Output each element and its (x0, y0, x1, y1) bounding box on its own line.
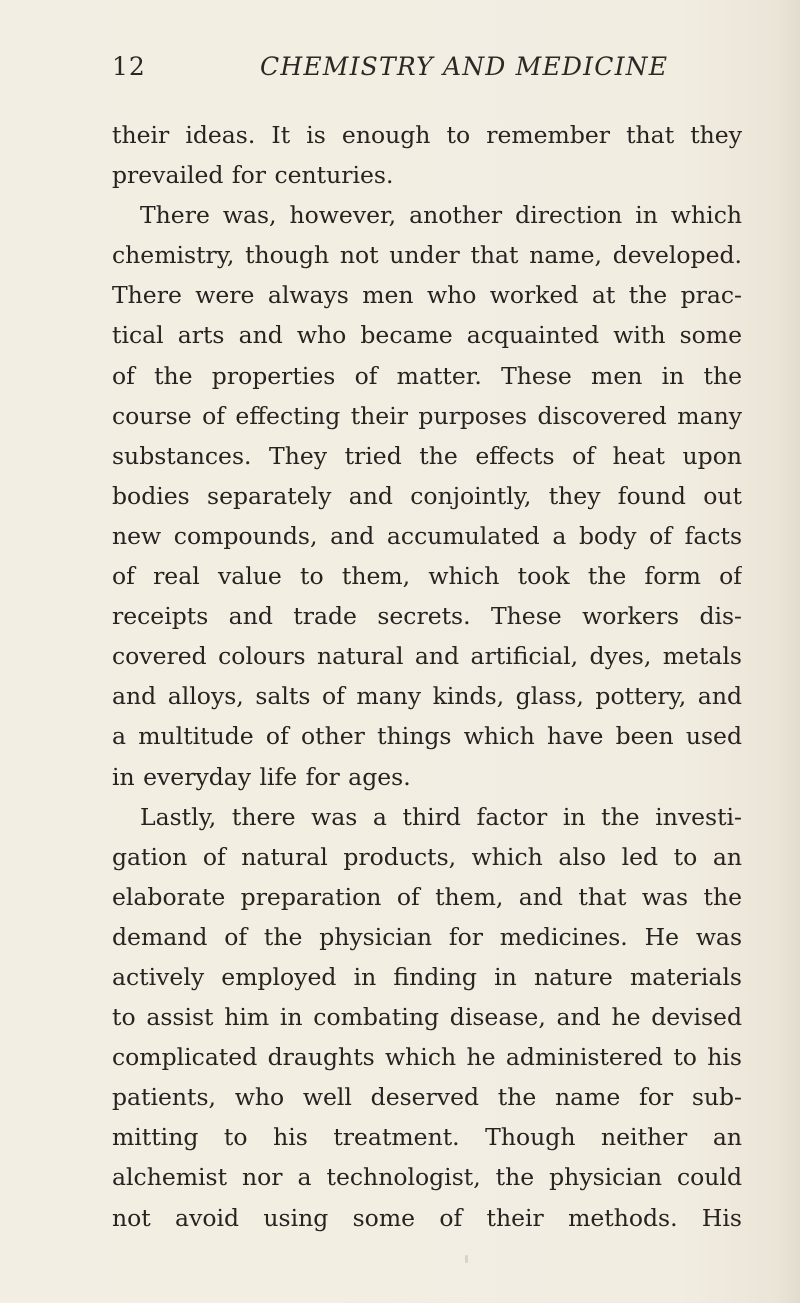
text-line: covered colours natural and artificial, dyes, metals (112, 642, 742, 671)
text-line: in everyday life for ages. (112, 762, 411, 791)
text-line: chemistry, though not under that name, developed. (112, 241, 742, 270)
text-line: and alloys, salts of many kinds, glass, pottery, and (112, 682, 742, 711)
text-line: tical arts and who became acquainted with some (112, 321, 742, 350)
text-line: elaborate preparation of them, and that was the (112, 882, 742, 911)
page-number: 12 (112, 52, 146, 81)
text-line: a multitude of other things which have been used (112, 722, 742, 751)
running-title: CHEMISTRY AND MEDICINE (260, 52, 669, 81)
text-line: not avoid using some of their methods. His (112, 1203, 742, 1232)
text-line: course of effecting their purposes discovered many (112, 401, 742, 430)
text-line: complicated draughts which he administered to his (112, 1043, 742, 1072)
text-line: demand of the physician for medicines. He was (112, 922, 742, 951)
text-line: their ideas. It is enough to remember that they (112, 121, 742, 149)
text-line: patients, who well deserved the name for sub- (112, 1083, 742, 1112)
running-head (112, 52, 712, 92)
text-line: bodies separately and conjointly, they found out (112, 481, 742, 510)
text-line: There was, however, another direction in which (140, 201, 742, 230)
text-line: of real value to them, which took the form of (112, 562, 742, 591)
text-line: gation of natural products, which also led to an (112, 842, 742, 871)
text-line: to assist him in combating disease, and he devised (112, 1003, 742, 1032)
text-line: prevailed for centuries. (112, 161, 394, 190)
text-line: new compounds, and accumulated a body of facts (112, 521, 742, 550)
text-line: mitting to his treatment. Though neither an (112, 1123, 742, 1152)
text-line: actively employed in finding in nature materials (112, 962, 742, 991)
text-line: of the properties of matter. These men in the (112, 361, 742, 390)
body-text (112, 115, 742, 1238)
text-line: alchemist nor a technologist, the physician could (112, 1163, 742, 1192)
text-line: receipts and trade secrets. These workers dis- (112, 602, 742, 631)
paper-mark (465, 1255, 468, 1263)
text-line: There were always men who worked at the prac- (112, 281, 742, 310)
text-line: Lastly, there was a third factor in the investi- (140, 802, 742, 831)
text-line: substances. They tried the effects of heat upon (112, 441, 742, 470)
